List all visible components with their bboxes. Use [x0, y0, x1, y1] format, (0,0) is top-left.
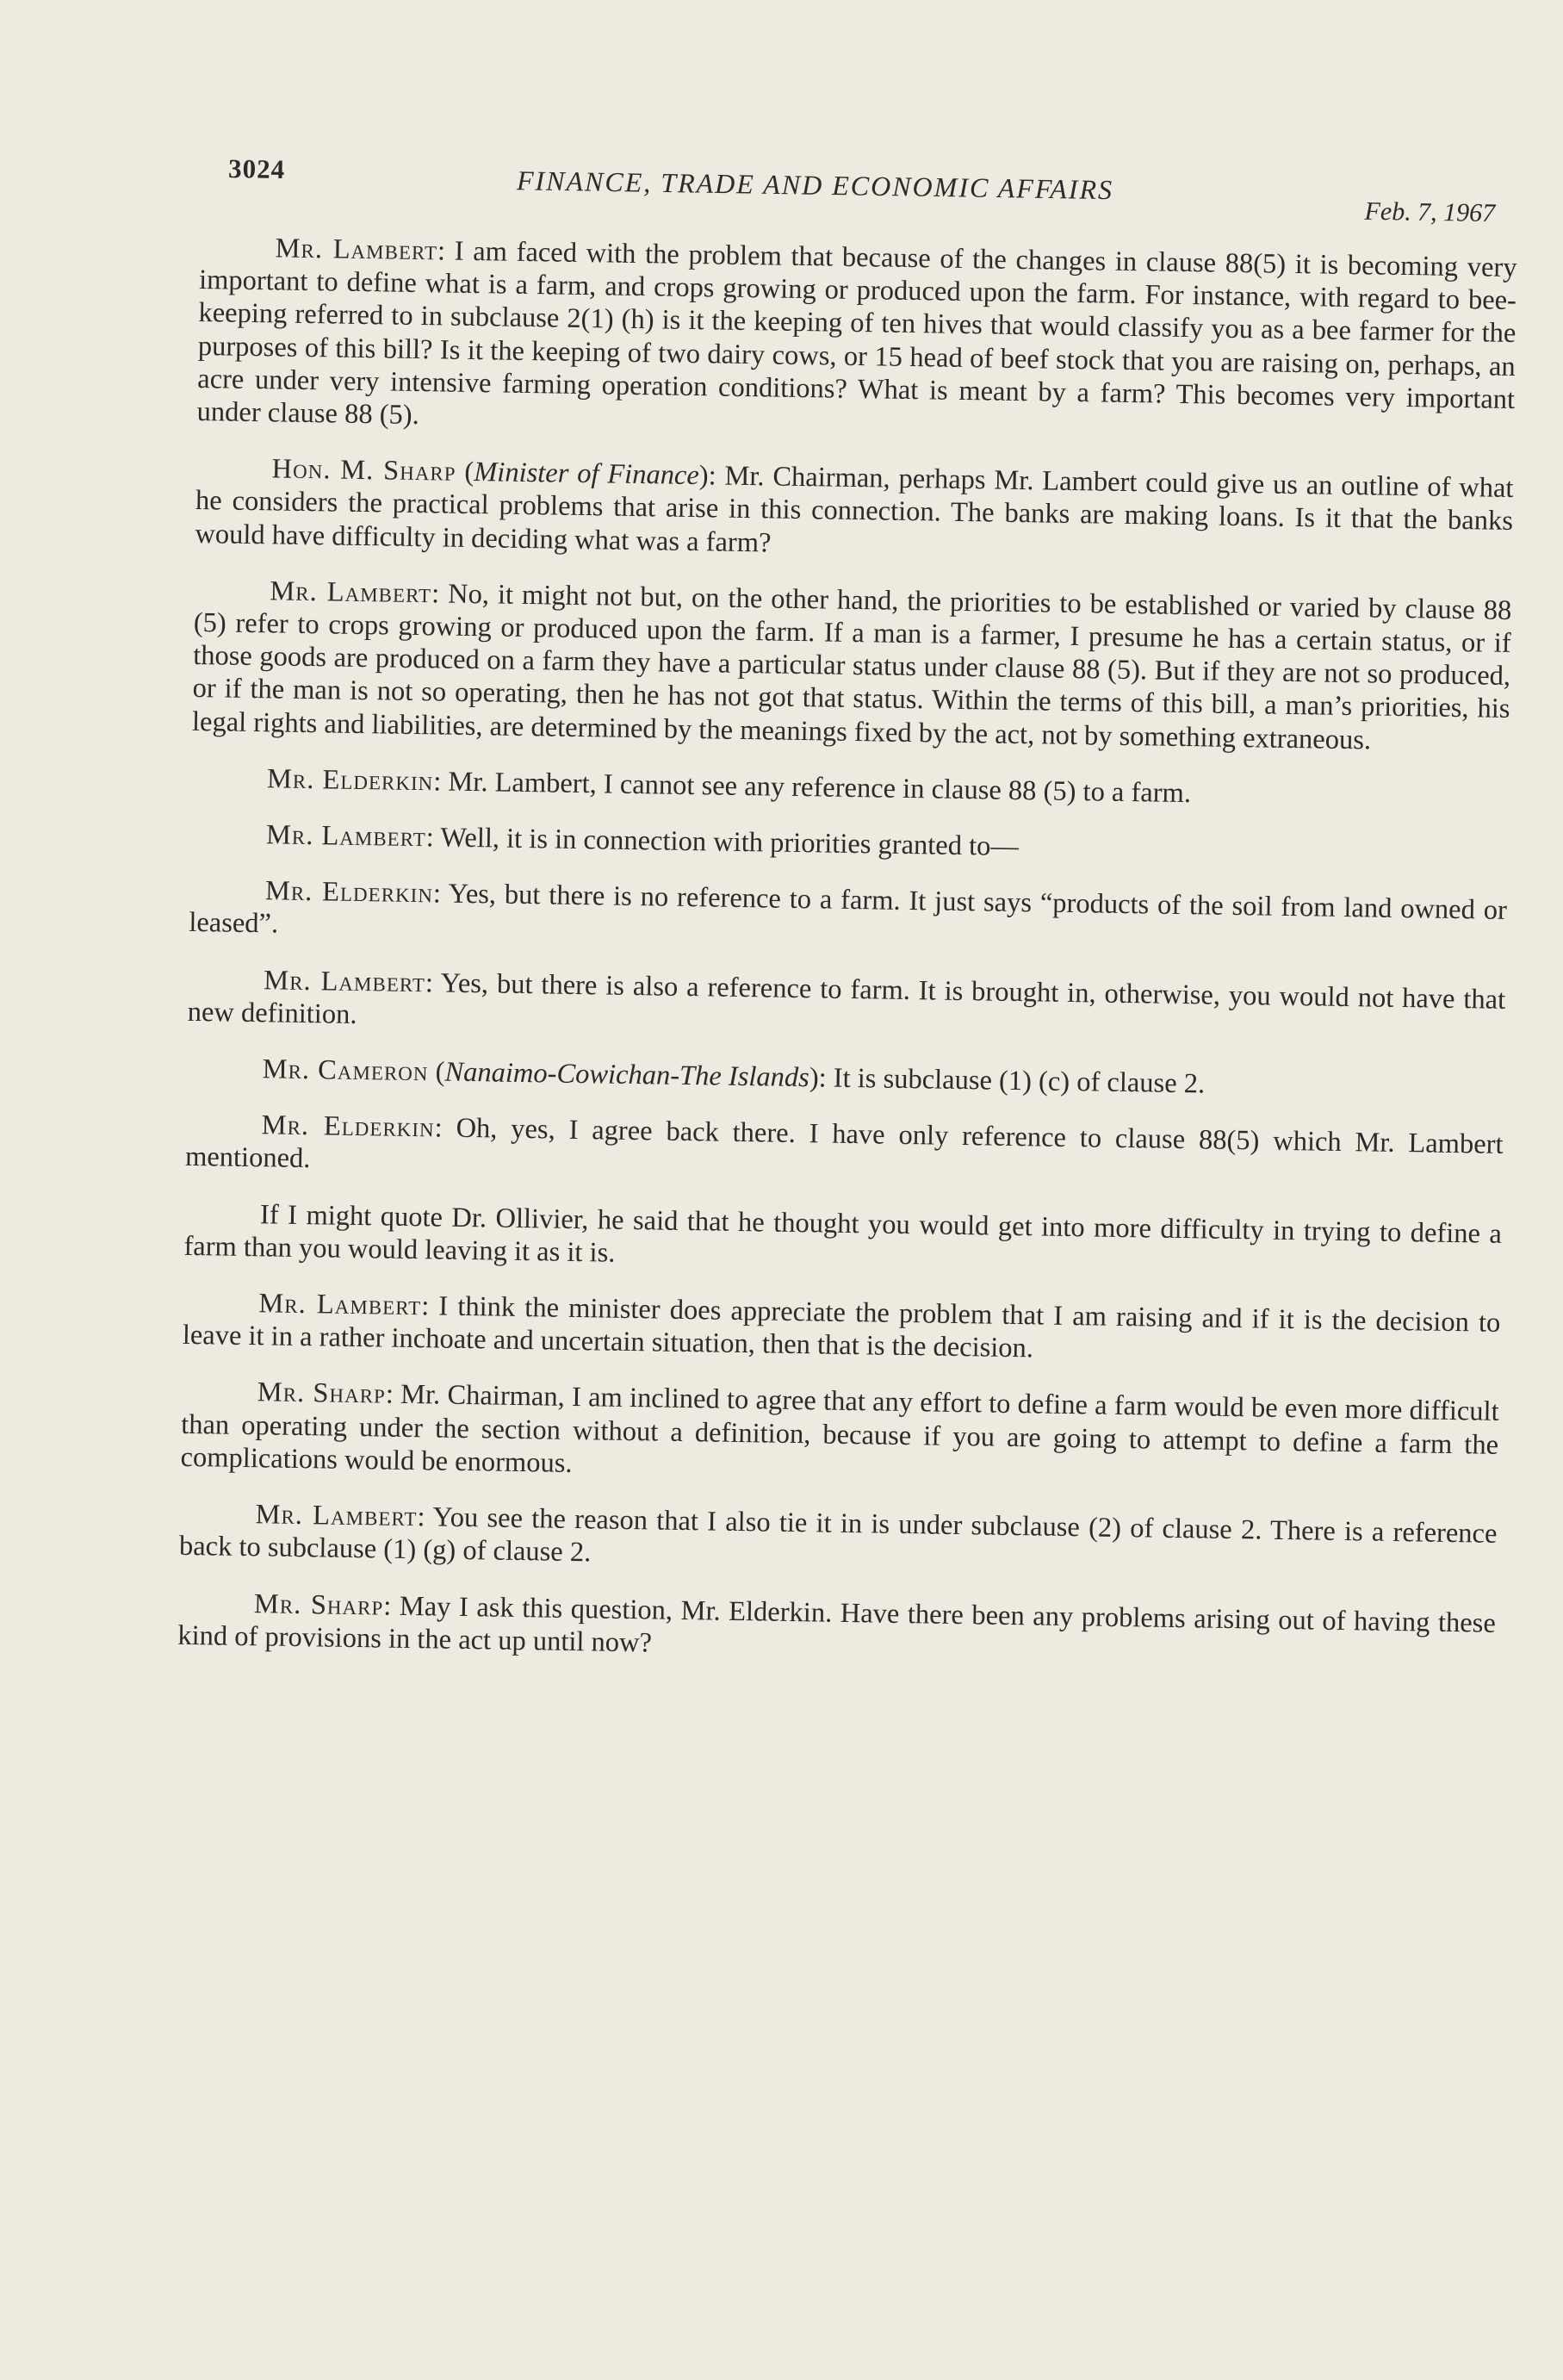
- speaker-name: Mr. Lambert: [255, 1499, 418, 1533]
- speaker-name: Mr. Sharp: [257, 1376, 387, 1411]
- speaker-name: Mr. Elderkin: [264, 875, 434, 910]
- transcript-paragraph: Mr. Lambert: Well, it is in connection with priorities granted to—: [265, 819, 1020, 863]
- speaker-affiliation: Minister of Finance: [473, 457, 700, 492]
- speaker-name: Hon. M. Sharp: [271, 453, 456, 488]
- speaker-name: Mr. Elderkin: [266, 763, 434, 798]
- running-title: FINANCE, TRADE AND ECONOMIC AFFAIRS: [516, 165, 1114, 206]
- speaker-name: Mr. Sharp: [253, 1588, 384, 1622]
- speech-text: No, it might not but, on the other hand, the priorities to be established or varied by clause 88 (5) refer to crops growing or produced upon the farm. If a man is a farmer, I presume he has a certain status, or if those goods are produced on a farm they have a particular status under clause 88 (5). But if they are not so produced, or if the man is not so operating, then he has not got that status. Within the terms of this bill, a man’s priorities, his legal rights and liabilities, are determined by the meanings fixed by the act, not by something extraneous.: [191, 578, 1512, 756]
- speaker-name: Mr. Cameron: [262, 1053, 429, 1088]
- speaker-affiliation: Nanaimo-Cowichan-The Islands: [444, 1056, 810, 1094]
- transcript-paragraph: Mr. Elderkin: Mr. Lambert, I cannot see any reference in clause 88 (5) to a farm.: [266, 763, 1192, 810]
- transcript-paragraph: Mr. Elderkin: Yes, but there is no reference to a farm. It just says “products of the soil from land owned or leased”.: [189, 875, 1508, 940]
- speaker-name: Mr. Lambert: [264, 964, 426, 998]
- transcript-paragraph: Mr. Lambert: No, it might not but, on the other hand, the priorities to be established or varied by clause 88 (5) refer to crops growing or produced upon the farm. If a man is a farmer, I presume he has a certain status, or if those goods are produced on a farm they have a particular status under clause 88 (5). But if they are not so produced, or if the man is not so operating, then he has not got that status. Within the terms of this bill, a man’s priorities, his legal rights and liabilities, are determined by the meanings fixed by the act, not by something extraneous.: [191, 575, 1512, 756]
- page-number: 3024: [227, 153, 286, 185]
- transcript-paragraph: Mr. Elderkin: Oh, yes, I agree back there. I have only reference to clause 88(5) which Mr. Lambert mentioned.: [184, 1109, 1504, 1175]
- transcript-paragraph: [183, 1197, 1502, 1283]
- page-header: [228, 153, 1534, 226]
- speaker-name: Mr. Lambert: [275, 233, 438, 267]
- speech-text: Mr. Chairman, I am inclined to agree that any effort to define a farm would be even more difficult than operating under the section without a definition, because if you are going to attempt to define a farm the complications would be enormous.: [180, 1379, 1499, 1479]
- speaker-name: Mr. Lambert: [270, 575, 432, 610]
- header-date: Feb. 7, 1967: [1364, 196, 1496, 228]
- transcript-paragraph: Hon. M. Sharp (Minister of Finance): Mr. Chairman, perhaps Mr. Lambert could give us an outline of what he considers the practical problems that arise in this connection. The banks are making loans. Is it that the banks would have difficulty in deciding what was a farm?: [195, 453, 1514, 559]
- speech-text: If I might quote Dr. Ollivier, he said that he thought you would get into more difficulty in trying to define a farm than you would leaving it as it is.: [183, 1198, 1503, 1269]
- transcript-paragraph: Mr. Lambert: You see the reason that I also tie it in is under subclause (2) of clause 2. There is a reference back to subclause (1) (g) of clause 2.: [178, 1499, 1498, 1569]
- transcript-paragraph: Mr. Lambert: I am faced with the problem that because of the changes in clause 88(5) it is becoming very important to define what is a farm, and crops growing or produced upon the farm. For instance, with regard to bee-keeping referred to in subclause 2(1) (h) is it the keeping of ten hives that would classify you as a bee farmer for the purposes of this bill? Is it the keeping of two dairy cows, or 15 head of beef stock that you are raising on, perhaps, an acre under very intensive farming operation conditions? What is meant by a farm? This becomes very important under clause 88 (5).: [196, 233, 1517, 432]
- transcript-paragraph: Mr. Lambert: I think the minister does appreciate the problem that I am raising and if it is the decision to leave it in a rather inchoate and uncertain situation, then that is the decision.: [182, 1288, 1501, 1364]
- speech-text: May I ask this question, Mr. Elderkin. Have there been any problems arising out of having these kind of provisions in the act up until now?: [177, 1590, 1497, 1659]
- speech-text: I am faced with the problem that because of the changes in clause 88(5) it is becoming very important to define what is a farm, and crops growing or produced upon the farm. For instance, with regard to bee-keeping referred to in subclause 2(1) (h) is it the keeping of ten hives that would classify you as a bee farmer for the purposes of this bill? Is it the keeping of two dairy cows, or 15 head of beef stock that you are raising on, perhaps, an acre under very intensive farming operation conditions? What is meant by a farm? This becomes very important under clause 88 (5).: [196, 235, 1517, 432]
- speech-text: I think the minister does appreciate the problem that I am raising and if it is the decision to leave it in a rather inchoate and uncertain situation, then that is the decision.: [182, 1290, 1501, 1364]
- speech-text: Well, it is in connection with priorities granted to—: [440, 822, 1020, 863]
- speech-text: Oh, yes, I agree back there. I have only reference to clause 88(5) which Mr. Lambert mentioned.: [184, 1113, 1504, 1175]
- speech-text: You see the reason that I also tie it in is under subclause (2) of clause 2. There is a reference back to subclause (1) (g) of clause 2.: [178, 1501, 1498, 1569]
- speech-text: Yes, but there is also a reference to farm. It is brought in, otherwise, you would not have that new definition.: [187, 967, 1506, 1030]
- speaker-name: Mr. Elderkin: [261, 1109, 435, 1144]
- speech-text: Mr. Lambert, I cannot see any reference in clause 88 (5) to a farm.: [448, 766, 1192, 810]
- transcript-paragraph: Mr. Sharp: Mr. Chairman, I am inclined to agree that any effort to define a farm would be even more difficult than operating under the section without a definition, because if you are going to attempt to define a farm the complications would be enormous.: [180, 1376, 1499, 1479]
- transcript-body: [177, 231, 1517, 1696]
- transcript-paragraph: Mr. Sharp: May I ask this question, Mr. Elderkin. Have there been any problems arising out of having these kind of provisions in the act up until now?: [177, 1588, 1497, 1659]
- speaker-name: Mr. Lambert: [265, 819, 427, 854]
- transcript-paragraph: Mr. Cameron (Nanaimo-Cowichan-The Islands): It is subclause (1) (c) of clause 2.: [262, 1053, 1206, 1100]
- transcript-paragraph: Mr. Lambert: Yes, but there is also a reference to farm. It is brought in, otherwise, you would not have that new definition.: [187, 964, 1506, 1030]
- speech-text: Yes, but there is no reference to a farm. It just says “products of the soil from land owned or leased”.: [189, 878, 1508, 940]
- speaker-name: Mr. Lambert: [258, 1288, 422, 1322]
- speech-text: It is subclause (1) (c) of clause 2.: [833, 1062, 1206, 1100]
- speech-text: Mr. Chairman, perhaps Mr. Lambert could give us an outline of what he considers the practical problems that arise in this connection. The banks are making loans. Is it that the banks would have difficulty in deciding what was a farm?: [195, 460, 1514, 559]
